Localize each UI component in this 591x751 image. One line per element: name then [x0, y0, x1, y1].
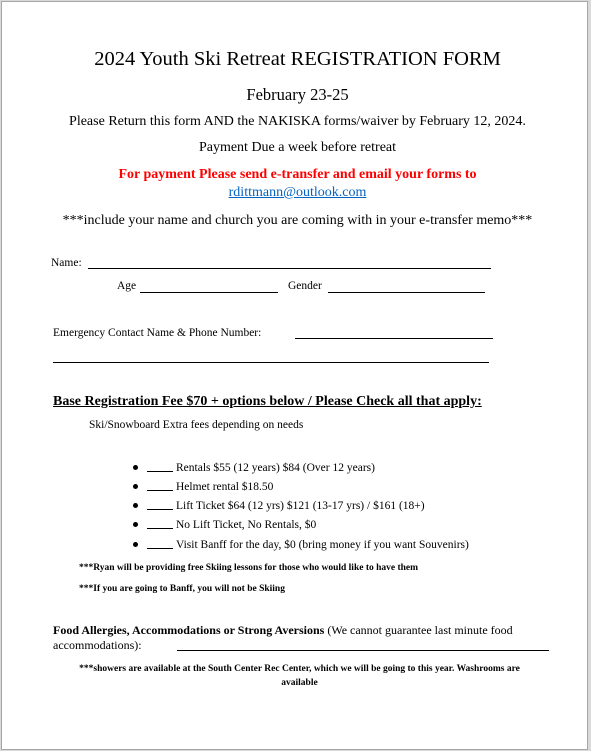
option-label: Visit Banff for the day, $0 (bring money if you want Souvenirs) — [176, 539, 469, 551]
gender-field[interactable] — [328, 292, 485, 293]
gender-label: Gender — [288, 280, 322, 292]
memo-note: ***include your name and church you are coming with in your e-transfer memo*** — [62, 213, 533, 228]
option-label: Rentals $55 (12 years) $84 (Over 12 years) — [176, 462, 375, 474]
emergency-field[interactable] — [295, 338, 493, 339]
bullet-icon — [133, 522, 138, 527]
emergency-label: Emergency Contact Name & Phone Number: — [53, 327, 262, 339]
document-page — [1, 1, 588, 750]
retreat-dates: February 23-25 — [246, 85, 349, 104]
option-lift-ticket — [133, 500, 425, 512]
payment-due: Payment Due a week before retreat — [198, 140, 397, 155]
option-no-lift — [133, 519, 316, 531]
food-text: (We cannot guarantee last minute food accommodations): — [53, 623, 513, 652]
extra-fees-note: Ski/Snowboard Extra fees depending on needs — [89, 419, 304, 431]
bullet-icon — [133, 465, 138, 470]
food-field[interactable] — [177, 650, 549, 651]
option-banff — [133, 539, 469, 551]
check-blank[interactable] — [147, 548, 173, 549]
banff-note: ***If you are going to Banff, you will not be Skiing — [79, 584, 285, 594]
age-label: Age — [117, 280, 137, 292]
payment-instruction: For payment Please send e-transfer and email your forms to — [118, 167, 477, 182]
option-rentals — [133, 462, 375, 474]
name-label: Name: — [51, 257, 82, 269]
check-blank[interactable] — [147, 528, 173, 529]
name-field[interactable] — [88, 268, 491, 269]
bullet-icon — [133, 484, 138, 489]
ski-lessons-note: ***Ryan will be providing free Skiing lessons for those who would like to have them — [79, 563, 419, 573]
check-blank[interactable] — [147, 471, 173, 472]
age-field[interactable] — [140, 292, 278, 293]
option-label: Helmet rental $18.50 — [176, 481, 274, 493]
option-label: No Lift Ticket, No Rentals, $0 — [176, 519, 317, 531]
food-allergies — [53, 623, 553, 653]
check-blank[interactable] — [147, 490, 173, 491]
emergency-field-line2[interactable] — [53, 362, 489, 363]
option-helmet — [133, 481, 273, 493]
bullet-icon — [133, 503, 138, 508]
return-notice: Please Return this form AND the NAKISKA forms/waiver by February 12, 2024. — [69, 114, 526, 129]
check-blank[interactable] — [147, 509, 173, 510]
showers-note: ***showers are available at the South Center Rec Center, which we will be going to this year. Washrooms are available — [79, 664, 520, 688]
form-title: 2024 Youth Ski Retreat REGISTRATION FORM — [94, 48, 501, 70]
email-link[interactable]: rdittmann@outlook.com — [228, 185, 367, 200]
food-heading: Food Allergies, Accommodations or Strong Aversions — [53, 623, 325, 637]
bullet-icon — [133, 542, 138, 547]
base-fee-heading: Base Registration Fee $70 + options below / Please Check all that apply: — [53, 394, 482, 409]
option-label: Lift Ticket $64 (12 yrs) $121 (13-17 yrs) / $161 (18+) — [176, 500, 425, 512]
